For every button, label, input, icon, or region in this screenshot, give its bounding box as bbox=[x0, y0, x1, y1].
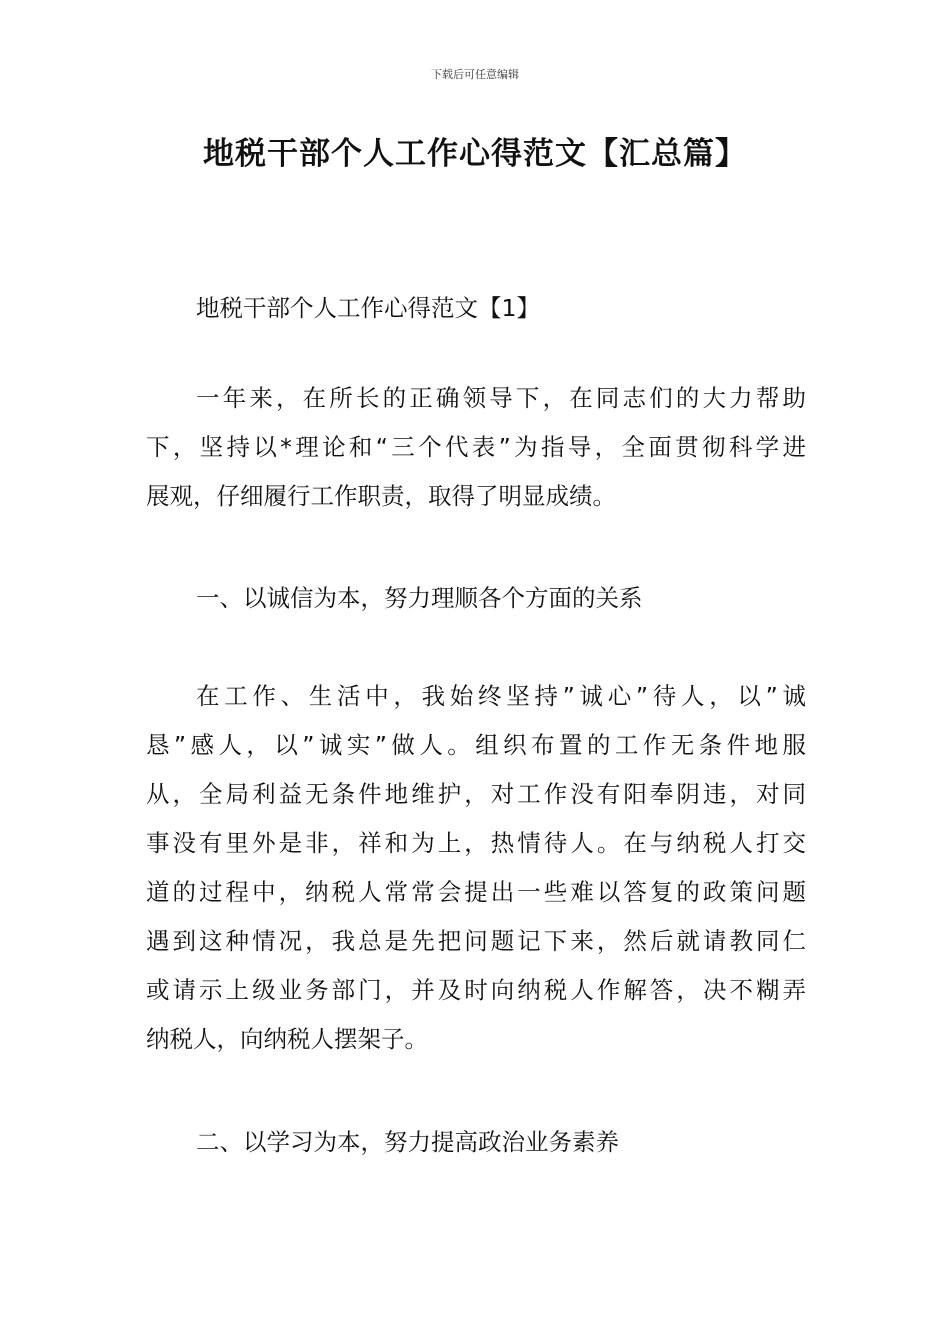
section1-paragraph bbox=[146, 672, 806, 1064]
subtitle bbox=[146, 284, 806, 333]
section1-line: 或请示上级业务部门，并及时向纳税人作解答，决不糊弄 bbox=[146, 976, 806, 1004]
intro-line: 展观，仔细履行工作职责，取得了明显成绩。 bbox=[146, 482, 616, 510]
section1-line: 事没有里外是非，祥和为上，热情待人。在与纳税人打交 bbox=[146, 829, 806, 857]
section1-line: 纳税人，向纳税人摆架子。 bbox=[146, 1025, 428, 1053]
section1-line: 恳”感人，以”诚实”做人。组织布置的工作无条件地服 bbox=[146, 731, 806, 759]
section1-heading bbox=[146, 574, 806, 623]
section1-heading-text: 一、以诚信为本，努力理顺各个方面的关系 bbox=[196, 584, 643, 612]
intro-line: 下，坚持以*理论和“三个代表”为指导，全面贯彻科学进 bbox=[146, 433, 806, 461]
section1-line: 从，全局利益无条件地维护，对工作没有阳奉阴违，对同 bbox=[146, 780, 806, 808]
section2-heading-text: 二、以学习为本，努力提高政治业务素养 bbox=[196, 1128, 619, 1156]
intro-paragraph bbox=[146, 374, 806, 521]
intro-line: 一年来，在所长的正确领导下，在同志们的大力帮助 bbox=[196, 384, 806, 412]
header-note: 下载后可任意编辑 bbox=[431, 68, 519, 81]
section1-line: 道的过程中，纳税人常常会提出一些难以答复的政策问题 bbox=[146, 878, 806, 906]
section1-line: 在工作、生活中，我始终坚持”诚心”待人，以”诚 bbox=[196, 682, 806, 710]
subtitle-text: 地税干部个人工作心得范文【1】 bbox=[196, 294, 540, 322]
document-title: 地税干部个人工作心得范文【汇总篇】 bbox=[203, 136, 747, 172]
section2-heading bbox=[146, 1118, 806, 1167]
section1-line: 遇到这种情况，我总是先把问题记下来，然后就请教同仁 bbox=[146, 927, 806, 955]
